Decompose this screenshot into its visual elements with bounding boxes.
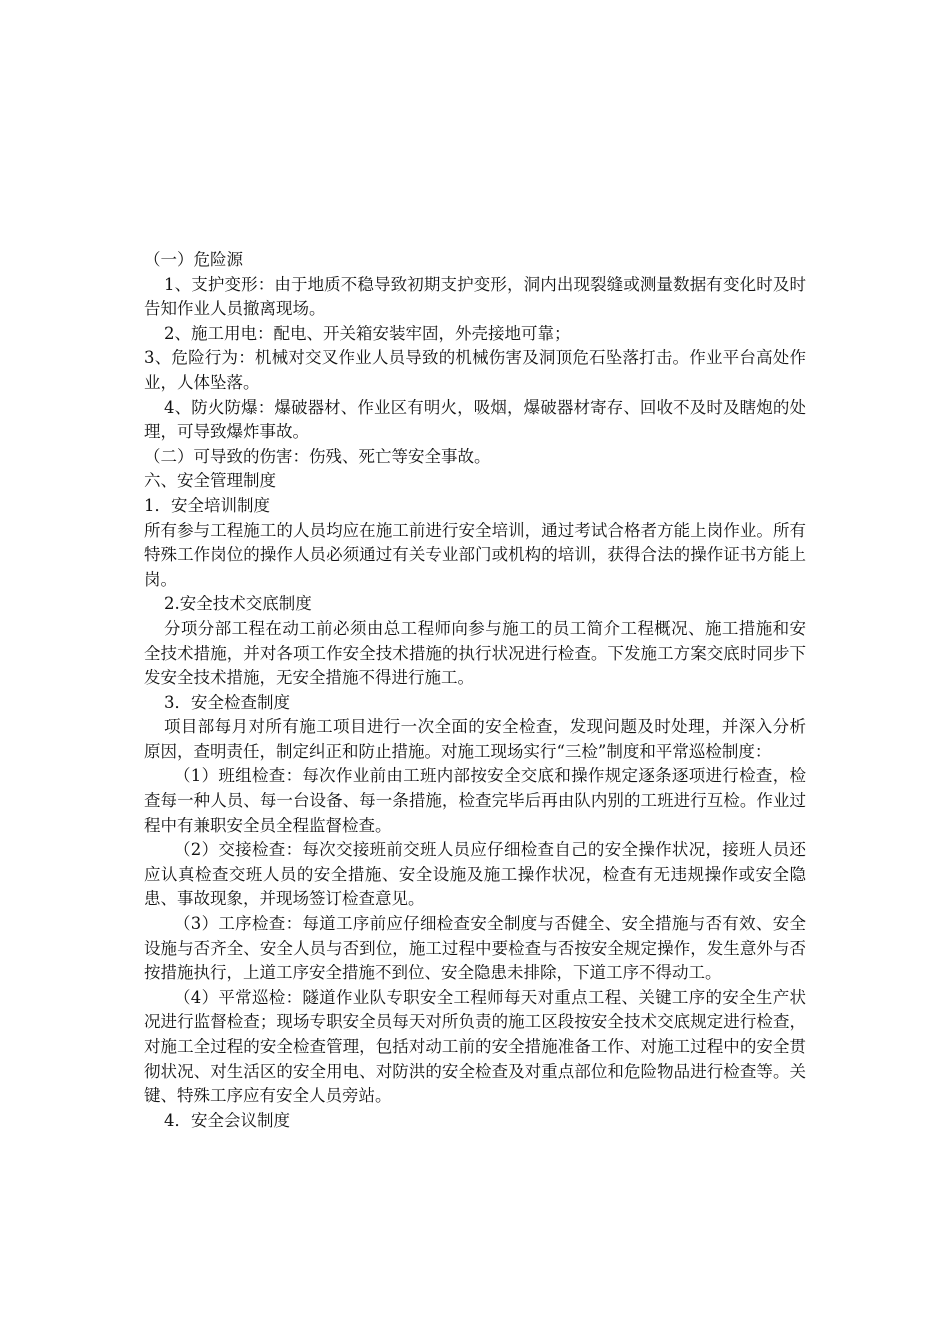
paragraph-technical-briefing: 分项分部工程在动工前必须由总工程师向参与施工的员工简介工程概况、施工措施和安全技术措施，并对各项工作安全技术措施的执行状况进行检查。下发施工方案交底时同步下发安全技术措施，无安全措施不得进行施工。 [144,618,806,688]
heading-safety-management-system: 六、安全管理制度 [144,471,276,491]
document-page [144,248,806,1133]
heading-technical-briefing: 2.安全技术交底制度 [164,594,312,614]
paragraph-construction-power: 2、施工用电：配电、开关箱安装牢固，外壳接地可靠； [164,323,571,343]
heading-hazard-sources: （一）危险源 [144,250,243,269]
paragraph-safety-inspection: 项目部每月对所有施工项目进行一次全面的安全检查，发现问题及时处理，并深入分析原因，查明责任，制定纠正和防止措施。对施工现场实行“三检”制度和平常巡检制度： [144,717,806,761]
heading-safety-meeting: 4．安全会议制度 [164,1110,290,1130]
paragraph-fire-explosion: 4、防火防爆：爆破器材、作业区有明火，吸烟，爆破器材寄存、回收不及时及瞎炮的处理，可导致爆炸事故。 [144,397,806,442]
heading-safety-inspection: 3．安全检查制度 [164,692,290,712]
heading-possible-injuries: （二）可导致的伤害：伤残、死亡等安全事故。 [144,446,491,466]
paragraph-routine-patrol: （4）平常巡检：隧道作业队专职安全工程师每天对重点工程、关键工序的安全生产状况进行监督检查；现场专职安全员每天对所负责的施工区段按安全技术交底规定进行检查，对施工全过程的安全检查管理，包括对动工前的安全措施准备工作、对施工过程中的安全贯彻状况、对生活区的安全用电、对防洪的安全检查及对重点部位和危险物品进行检查等。关键、特殊工序应有安全人员旁站。 [144,987,806,1106]
heading-safety-training: 1．安全培训制度 [144,495,270,515]
paragraph-dangerous-behavior: 3、危险行为：机械对交叉作业人员导致的机械伤害及洞顶危石坠落打击。作业平台高处作业，人体坠落。 [144,348,806,392]
paragraph-handover-inspection: （2）交接检查：每次交接班前交班人员应仔细检查自己的安全操作状况，接班人员还应认真检查交班人员的安全措施、安全设施及施工操作状况，检查有无违规操作或安全隐患、事故现象，并现场签订检查意见。 [144,840,806,909]
paragraph-support-deformation: 1、支护变形：由于地质不稳导致初期支护变形，洞内出现裂缝或测量数据有变化时及时告知作业人员撤离现场。 [144,274,806,319]
paragraph-team-inspection: （1）班组检查：每次作业前由工班内部按安全交底和操作规定逐条逐项进行检查，检查每一种人员、每一台设备、每一条措施，检查完毕后再由队内别的工班进行互检。作业过程中有兼职安全员全程监督检查。 [144,766,806,835]
paragraph-safety-training: 所有参与工程施工的人员均应在施工前进行安全培训，通过考试合格者方能上岗作业。所有特殊工作岗位的操作人员必须通过有关专业部门或机构的培训，获得合法的操作证书方能上岗。 [144,520,806,589]
paragraph-process-inspection: （3）工序检查：每道工序前应仔细检查安全制度与否健全、安全措施与否有效、安全设施与否齐全、安全人员与否到位，施工过程中要检查与否按安全规定操作，发生意外与否按措施执行，上道工序安全措施不到位、安全隐患未排除，下道工序不得动工。 [144,914,806,983]
